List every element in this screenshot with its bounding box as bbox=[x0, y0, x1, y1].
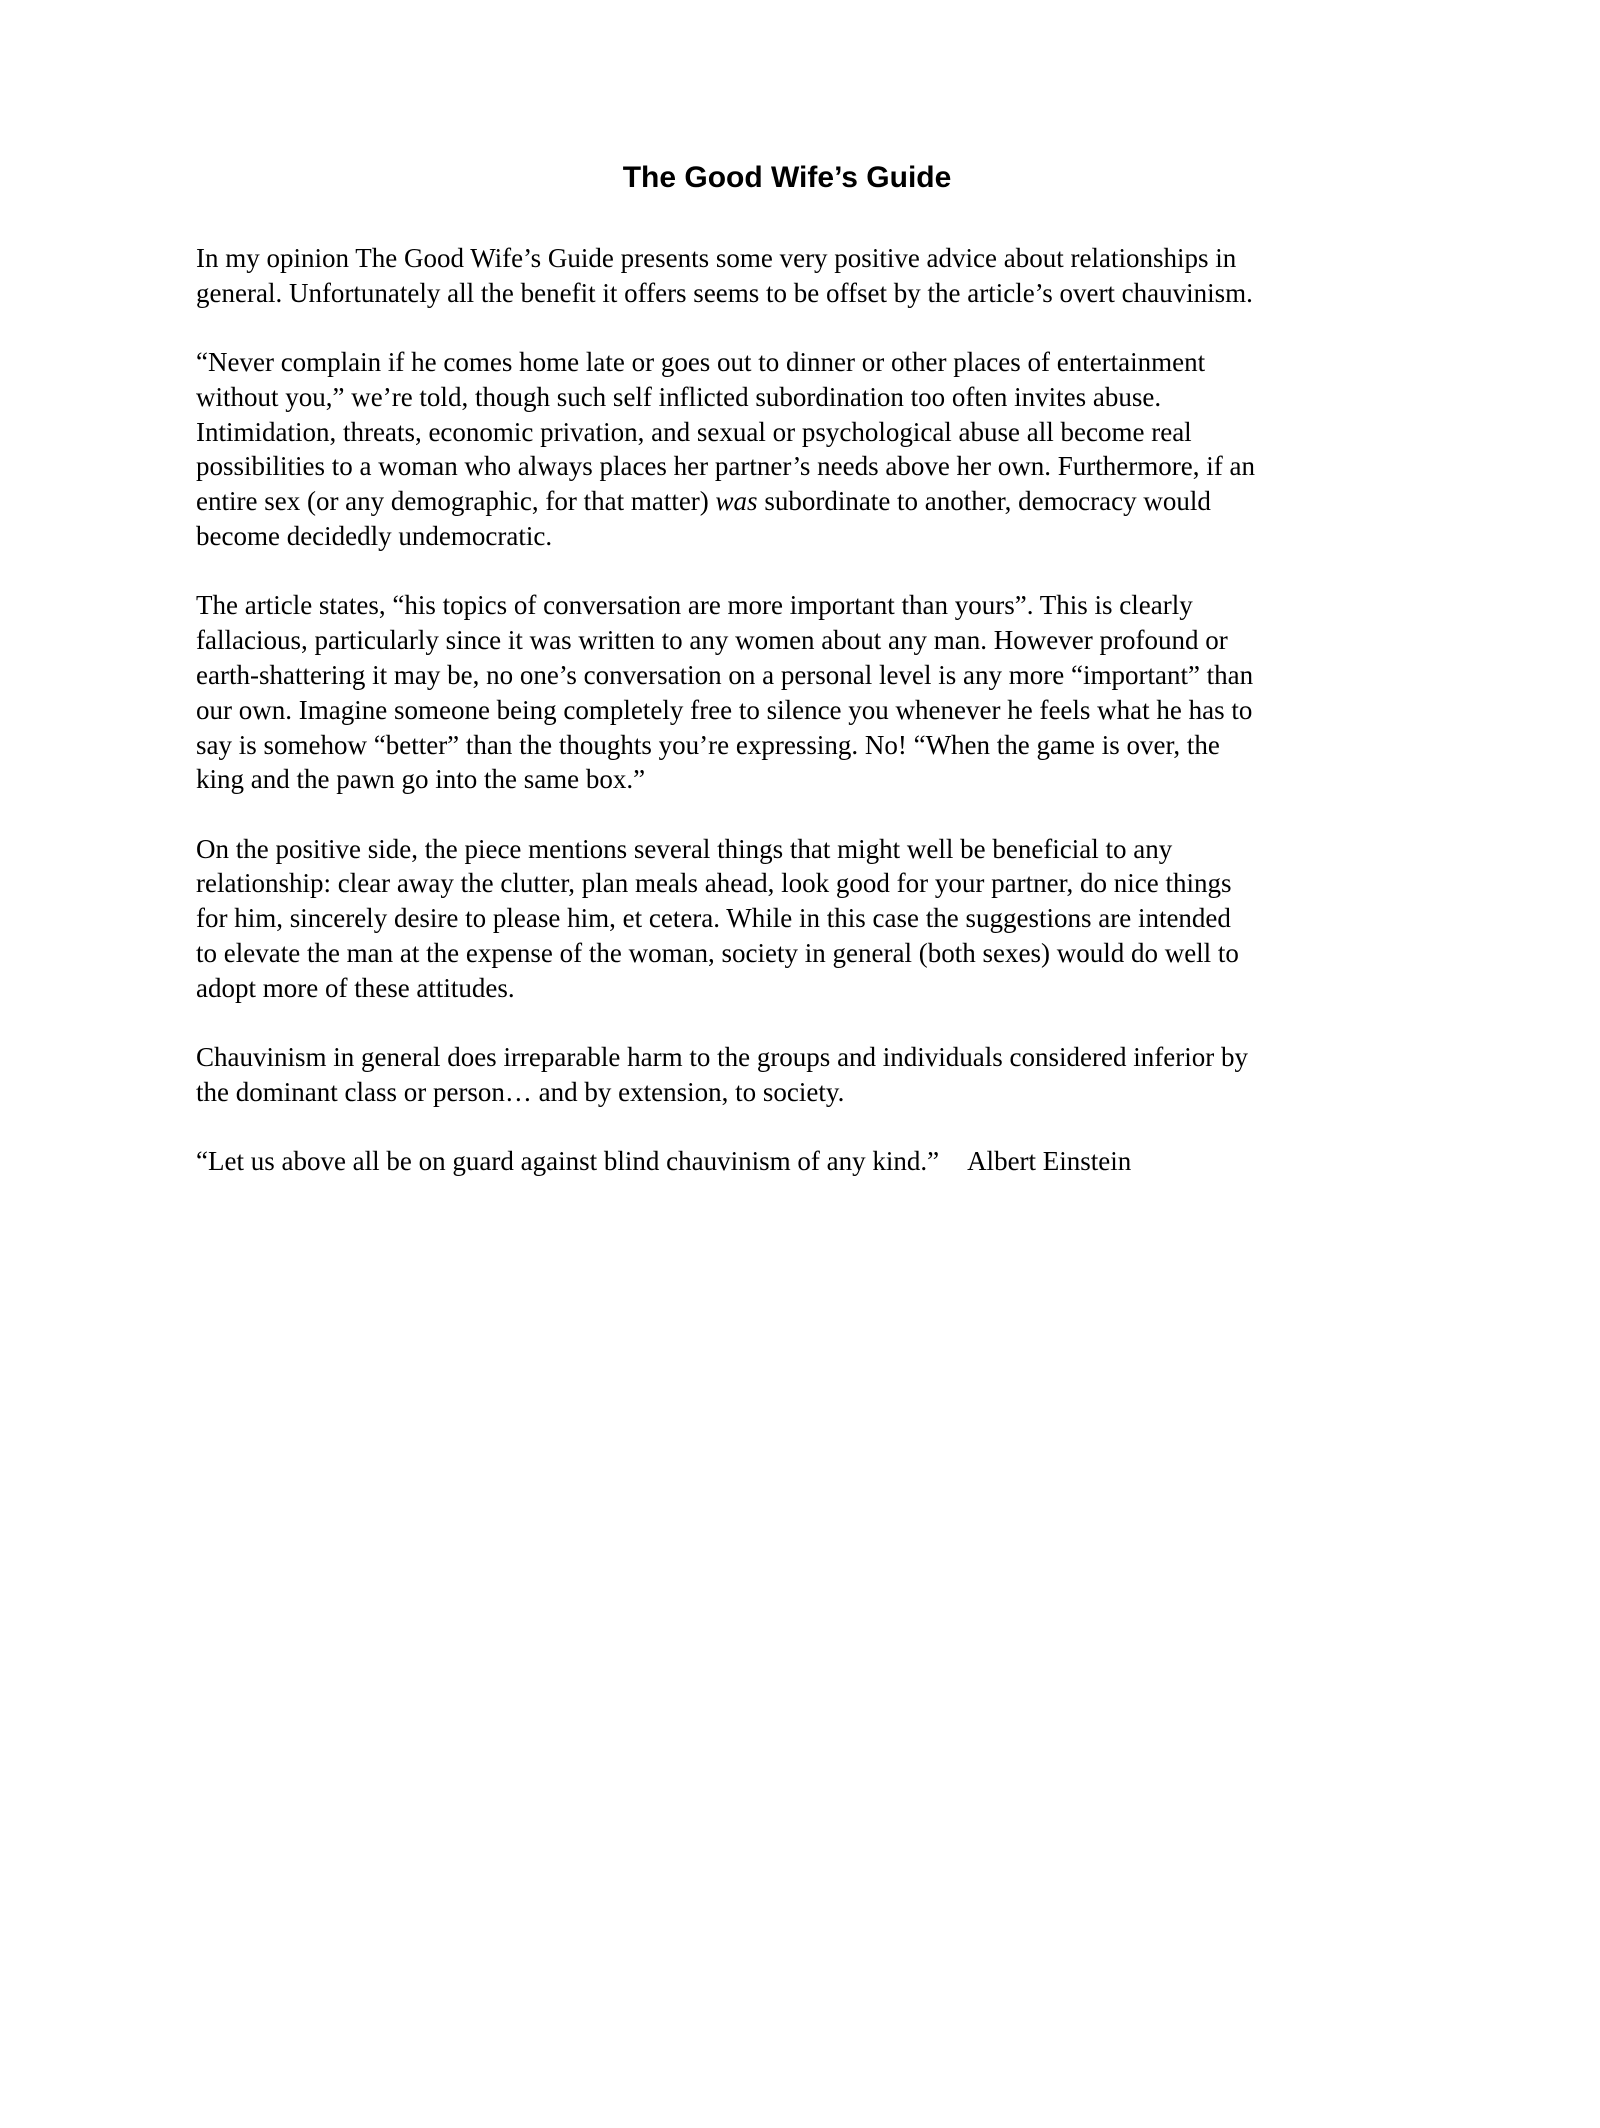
quote-text: “Let us above all be on guard against blind chauvinism of any kind.” bbox=[196, 1146, 940, 1177]
text-line: king and the pawn go into the same box.” bbox=[196, 764, 646, 795]
text-line: “Never complain if he comes home late or goes out to dinner or other places of entertainment bbox=[196, 347, 1206, 378]
text-line: say is somehow “better” than the thoughts you’re expressing. No! “When the game is over, the bbox=[196, 729, 1220, 760]
closing-quote bbox=[196, 1144, 1396, 1179]
text-line: our own. Imagine someone being completely free to silence you whenever he feels what he has to bbox=[196, 694, 1253, 725]
text-line: In my opinion The Good Wife’s Guide presents some very positive advice about relationships in bbox=[196, 243, 1237, 273]
text-line: earth-shattering it may be, no one’s conversation on a personal level is any more “important” than bbox=[196, 659, 1254, 690]
text-line: Intimidation, threats, economic privation, and sexual or psychological abuse all become real bbox=[196, 416, 1192, 447]
paragraph-2 bbox=[196, 345, 1396, 554]
text-line: possibilities to a woman who always places her partner’s needs above her own. Furthermore, if an bbox=[196, 451, 1255, 482]
text-line: without you,” we’re told, though such self inflicted subordination too often invites abuse. bbox=[196, 381, 1162, 412]
text-line: On the positive side, the piece mentions several things that might well be beneficial to any bbox=[196, 833, 1173, 864]
text-line: to elevate the man at the expense of the woman, society in general (both sexes) would do well to bbox=[196, 938, 1239, 969]
document-body bbox=[196, 241, 1396, 1179]
document-title: The Good Wife’s Guide bbox=[622, 161, 952, 194]
text-segment: entire sex (or any demographic, for that matter) bbox=[196, 486, 716, 517]
paragraph-4 bbox=[196, 832, 1396, 1006]
quote-author: Albert Einstein bbox=[967, 1146, 1132, 1177]
paragraph-5 bbox=[196, 1040, 1396, 1110]
text-line: become decidedly undemocratic. bbox=[196, 521, 553, 552]
paragraph-3 bbox=[196, 588, 1396, 797]
text-line bbox=[196, 484, 1396, 519]
text-line: fallacious, particularly since it was written to any women about any man. However profound or bbox=[196, 625, 1228, 656]
text-line: The article states, “his topics of conversation are more important than yours”. This is clearly bbox=[196, 590, 1193, 621]
text-line: Chauvinism in general does irreparable harm to the groups and individuals considered inferior by bbox=[196, 1042, 1248, 1073]
text-line: for him, sincerely desire to please him, et cetera. While in this case the suggestions are intended bbox=[196, 903, 1231, 934]
emphasized-word: was bbox=[715, 486, 758, 517]
text-segment: subordinate to another, democracy would bbox=[757, 486, 1211, 517]
paragraph-1 bbox=[196, 241, 1396, 311]
text-line: general. Unfortunately all the benefit it offers seems to be offset by the article’s overt chauvinism. bbox=[196, 277, 1253, 308]
text-line: adopt more of these attitudes. bbox=[196, 972, 515, 1003]
text-line: the dominant class or person… and by extension, to society. bbox=[196, 1076, 845, 1107]
text-line bbox=[196, 1144, 1396, 1179]
text-line: relationship: clear away the clutter, plan meals ahead, look good for your partner, do nice things bbox=[196, 868, 1232, 899]
